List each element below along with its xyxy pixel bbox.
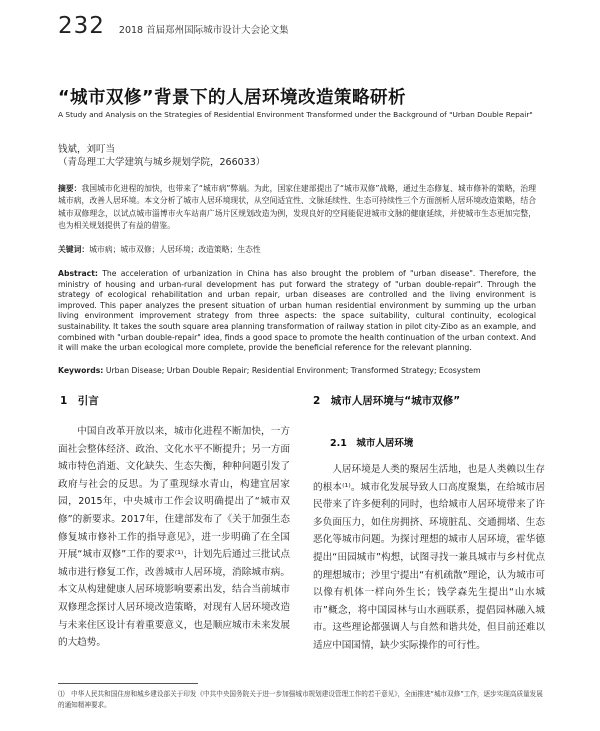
running-title: 2018 首届郑州国际城市设计大会论文集 — [118, 25, 289, 36]
page-header — [58, 10, 580, 38]
paper-title-cn: “城市双修”背景下的人居环境改造策略研析 — [58, 88, 407, 108]
page-number: 232 — [58, 13, 105, 39]
footnote-divider — [58, 683, 198, 684]
abstract-en — [58, 269, 536, 354]
authors: 钱斌，刘叮当 — [58, 144, 116, 155]
keywords-cn-text: 城市病；城市双修；人居环境；改造策略；生态性 — [89, 245, 261, 254]
abstract-cn — [58, 183, 536, 233]
keywords-en-label: Keywords: — [58, 366, 104, 375]
keywords-cn-label: 关键词： — [58, 245, 90, 254]
section-2-1-body: 人居环境是人类的聚居生活地，也是人类赖以生存的根本⁽¹⁾。城市化发展导致人口高度聚集，在给城市居民带来了许多便利的同时，也给城市人居环境带来了许多负面压力，如住房拥挤、环境脏乱、交通拥堵、生态恶化等城市问题。为探讨理想的城市人居环境，霍华德提出“田园城市”构想，试图寻找一兼具城市与乡村优点的理想城市；沙里宁提出“有机疏散”理论，认为城市可以像有机体一样向外生长；钱学森先生提出“山水城市”概念，将中国园林与山水画联系，提倡园林融入城市。这些理论都强调人与自然和谐共处，但目前还难以适应中国国情，缺少实际操作的可行性。 — [313, 464, 545, 651]
section-1-body: 中国自改革开放以来，城市化进程不断加快，一方面社会整体经济、政治、文化水平不断提升；另一方面城市特色消逝、文化缺失、生态失衡，种种问题引发了政府与社会的反思。为了重现绿水青山，构建宜居家园，2015年，中央城市工作会议明确提出了“城市双修”的新要求。2017年，住建部发布了《关于加强生态修复城市修补工作的指导意见》，进一步明确了在全国开展“城市双修”工作的要求⁽¹⁾，计划先后通过三批试点城市进行修复工作，改善城市人居环境，消除城市病。本文从构建健康人居环境影响要素出发，结合当前城市双修理念探讨人居环境改造策略，对现有人居环境改造与未来住区设计有着重要意义，也是顺应城市未来发展的大趋势。 — [58, 426, 290, 649]
section-2-1-heading: 2.1 城市人居环境 — [330, 438, 414, 449]
affiliation: （青岛理工大学建筑与城乡规划学院，266033） — [58, 157, 266, 168]
section-1-heading: 1 引言 — [60, 395, 99, 407]
abstract-cn-text: 我国城市化进程的加快，也带来了“城市病”弊端。为此，国家住建部提出了“城市双修”战略，通过生态修复、城市修补的策略，治理城市病，改善人居环境。本文分析了城市人居环境现状，从空间适宜性、文脉延续性、生态可持续性三个方面剖析人居环境改造策略，结合城市双修理念，以试点城市淄博市火车站南广场片区规划改造为例，发现良好的空间能促进城市文脉的健康延续，并使城市生态更加完整，也为相关规划提供了有益的借鉴。 — [58, 184, 537, 231]
abstract-en-label: Abstract: — [58, 269, 98, 278]
abstract-cn-label: 摘要： — [58, 184, 82, 193]
keywords-en — [58, 366, 536, 375]
section-2-heading: 2 城市人居环境与“城市双修” — [313, 395, 461, 407]
abstract-en-text: The acceleration of urbanization in China has also brought the problem of "urban disease". Therefore, the ministry of housing and urban-rural development has put forward the strategy of "urban double-repair". Through the strategy of ecological rehabilitation and urban repair, urban diseases are controlled and the living environment is improved. This paper analyzes the present situation of urban human residential environment by summing up the urban living environment improvement strategy from three aspects: the space suitability, cultural continuity, ecological sustainability. It takes the south square area planning transformation of railway station in pilot city-Zibo as an example, and combined with "urban double-repair" idea, finds a good space to promote the health continuation of the urban context. And it will make the urban ecological more complete, provide the beneficial reference for the relevant planning. — [58, 269, 536, 353]
paper-title-en: A Study and Analysis on the Strategies of Residential Environment Transformed under the Background of "Urban Double Repair" — [58, 110, 533, 119]
keywords-cn — [58, 244, 536, 255]
footnote: ⑴ 中华人民共和国住房和城乡建设部关于印发《中共中央国务院关于进一步加强城市规划建设管理工作的若干意见》，全面推进“城市双修”工作，逐步实现高质量发展的通知精神要求。 — [58, 690, 543, 709]
keywords-en-text: Urban Disease; Urban Double Repair; Residential Environment; Transformed Strategy; Ecosystem — [105, 366, 481, 375]
